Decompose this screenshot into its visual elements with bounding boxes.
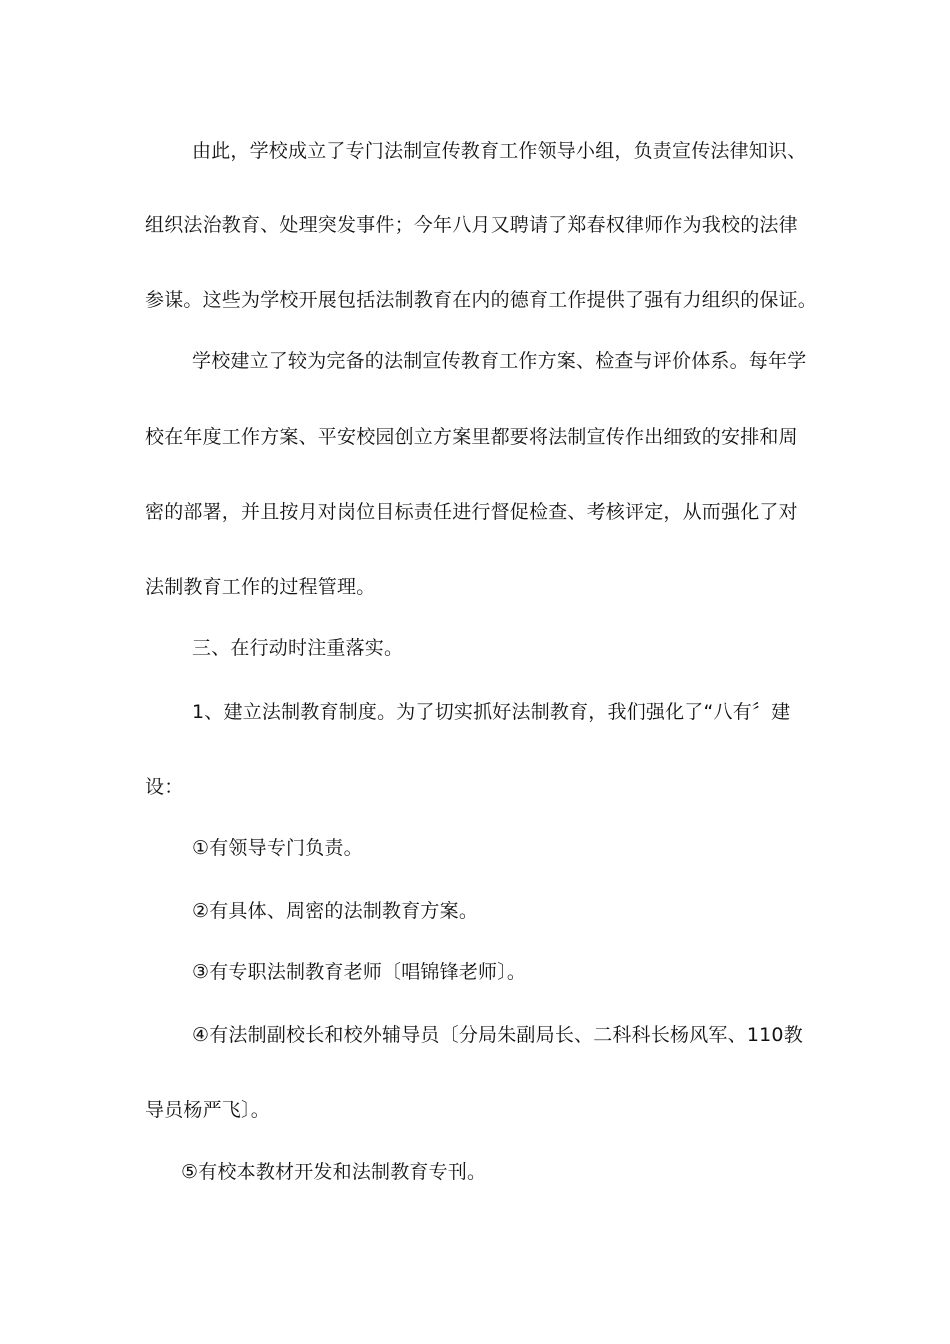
list-item: ③有专职法制教育老师〔唱锦锋老师〕。 — [192, 961, 527, 983]
paragraph-line: 1、建立法制教育制度。为了切实抓好法制教育，我们强化了“八有〞建 — [192, 701, 791, 723]
paragraph-line: 法制教育工作的过程管理。 — [145, 576, 376, 598]
paragraph-line: 由此，学校成立了专门法制宣传教育工作领导小组，负责宣传法律知识、 — [192, 140, 807, 162]
list-item: ④有法制副校长和校外辅导员〔分局朱副局长、二科科长杨风军、110教 — [192, 1024, 803, 1046]
list-item: ⑤有校本教材开发和法制教育专刊。 — [181, 1161, 487, 1183]
list-item-continuation: 导员杨严飞〕。 — [145, 1099, 270, 1121]
paragraph-line: 学校建立了较为完备的法制宣传教育工作方案、检查与评价体系。每年学 — [192, 350, 807, 372]
list-item: ②有具体、周密的法制教育方案。 — [192, 900, 479, 922]
list-item: ①有领导专门负责。 — [192, 837, 363, 859]
paragraph-line: 校在年度工作方案、平安校园创立方案里都要将法制宣传作出细致的安排和周 — [145, 426, 798, 448]
section-heading: 三、在行动时注重落实。 — [192, 637, 404, 659]
paragraph-line: 组织法治教育、处理突发事件；今年八月又聘请了郑春权律师作为我校的法律 — [145, 214, 798, 236]
paragraph-line: 设： — [145, 776, 184, 798]
paragraph-line: 参谋。这些为学校开展包括法制教育在内的德育工作提供了强有力组织的保证。 — [145, 289, 818, 311]
paragraph-line: 密的部署，并且按月对岗位目标责任进行督促检查、考核评定，从而强化了对 — [145, 501, 798, 523]
